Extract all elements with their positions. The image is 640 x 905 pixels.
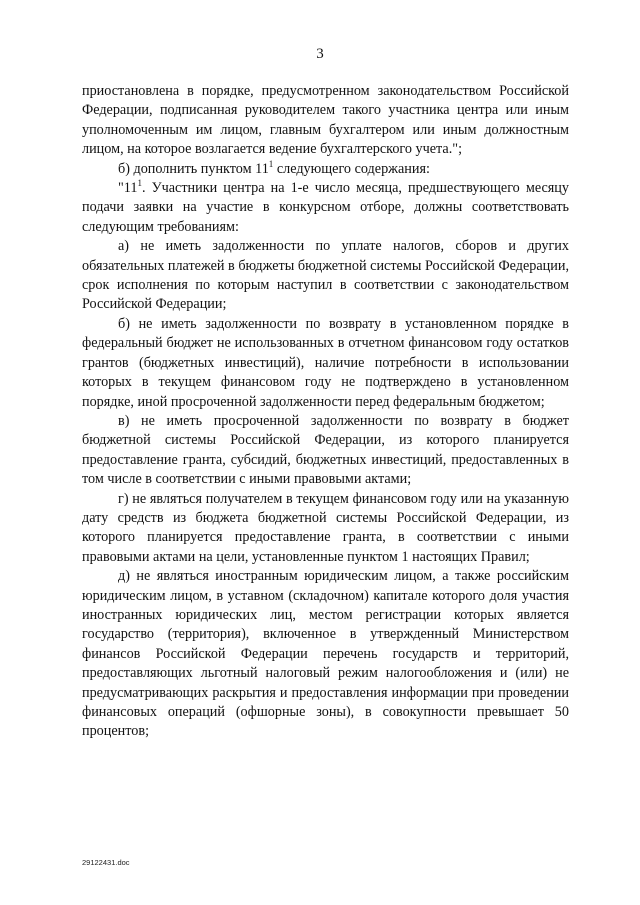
document-file-id: 29122431.doc — [82, 858, 130, 867]
requirement-b: б) не иметь задолженности по возврату в установленном порядке в федеральный бюджет не использованных в отчетном финансовом году остатков грантов (бюджетных инвестиций), наличие потребности в использовании которых в текущем финансовом году не подтверждено в установленном порядке, иной просроченной задолженности перед федеральным бюджетом; — [82, 315, 569, 410]
paragraph-amendment-b — [82, 160, 569, 179]
requirement-d: д) не являться иностранным юридическим лицом, а также российским юридическим лицом, в уставном (складочном) капитале которого доля участия иностранных юридических лиц, местом регистрации которых является государство (территория), включенное в утвержденный Министерством финансов Российской Федерации перечень государств и территорий, предоставляющих льготный налоговый режим налогообложения и (или) не предусматривающих раскрытия и предоставления информации при проведении финансовых операций (офшорные зоны), в совокупности превышает 50 процентов; — [82, 568, 569, 740]
amendment-b-superscript: 1 — [268, 158, 274, 169]
point-11-1-text-start: "11 — [118, 180, 138, 197]
document-body — [82, 82, 569, 742]
page-number: 3 — [316, 46, 324, 62]
paragraph-point-11-1 — [82, 179, 569, 237]
paragraph-continuation: приостановлена в порядке, предусмотренном законодательством Российской Федерации, подписанная руководителем такого участника центра или иным уполномоченным им лицом, главным бухгалтером или иным должностным лицом, на которое возлагается ведение бухгалтерского учета."; — [82, 83, 569, 158]
requirement-a: а) не иметь задолженности по уплате налогов, сборов и других обязательных платежей в бюджеты бюджетной системы Российской Федерации, срок исполнения по которым наступил в соответствии с законодательством Российской Федерации; — [82, 238, 569, 313]
requirement-g: г) не являться получателем в текущем финансовом году или на указанную дату средств из бюджета бюджетной системы Российской Федерации, из которого планируется предоставление гранта, в соответствии с иными правовыми актами на цели, установленные пунктом 1 настоящих Правил; — [82, 490, 569, 565]
point-11-1-superscript: 1 — [137, 178, 142, 189]
amendment-b-text-start: б) дополнить пунктом 11 — [118, 160, 269, 177]
amendment-b-text-end: следующего содержания: — [273, 160, 430, 177]
requirement-v: в) не иметь просроченной задолженности по возврату в бюджет бюджетной системы Российской Федерации, из которого планируется предоставление гранта, субсидий, бюджетных инвестиций, предоставленных в том числе в соответствии с иными правовыми актами; — [82, 412, 569, 488]
point-11-1-text-end: . Участники центра на 1-е число месяца, предшествующего месяцу подачи заявки на участие в конкурсном отборе, должны соответствовать следующим требованиям: — [82, 180, 569, 235]
